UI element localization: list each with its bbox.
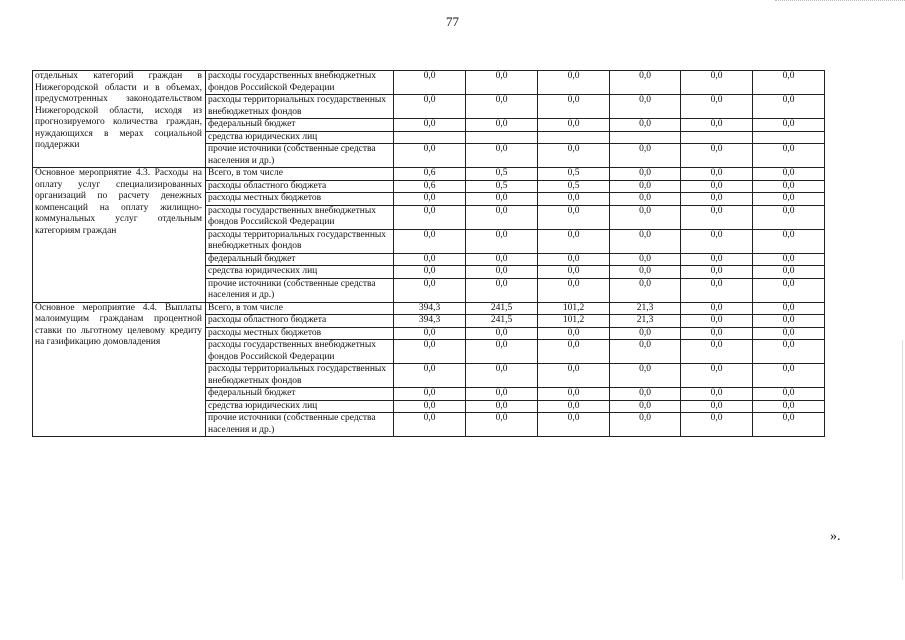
amount-cell: 0,0 [753,71,825,95]
amount-cell: 0,0 [538,193,610,206]
funding-source: Всего, в том числе [206,302,394,315]
amount-cell: 0,0 [466,95,538,119]
amount-cell: 0,0 [538,205,610,229]
amount-cell: 0,0 [466,388,538,401]
activity-description: Основное мероприятие 4.4. Выплаты малоимущим гражданам процентной ставки по льготному целевому кредиту на газификацию домовладения [33,302,206,437]
amount-cell: 0,0 [610,119,681,132]
amount-cell: 241,5 [466,302,538,315]
amount-cell: 0,0 [610,340,681,364]
amount-cell: 0,0 [753,180,825,193]
amount-cell: 0,0 [681,315,753,328]
amount-cell: 0,0 [394,327,466,340]
amount-cell: 0,0 [681,302,753,315]
amount-cell: 0,5 [466,168,538,181]
amount-cell: 0,0 [753,413,825,437]
amount-cell: 0,0 [538,278,610,302]
amount-cell: 0,0 [538,413,610,437]
amount-cell: 0,0 [753,278,825,302]
amount-cell: 0,0 [681,205,753,229]
amount-cell: 0,5 [538,180,610,193]
amount-cell: 0,0 [466,327,538,340]
amount-cell: 0,0 [394,229,466,253]
amount-cell: 0,0 [466,413,538,437]
amount-cell: 0,0 [466,364,538,388]
amount-cell: 0,0 [610,388,681,401]
amount-cell: 0,0 [681,266,753,279]
amount-cell: 0,0 [610,266,681,279]
amount-cell: 21,3 [610,302,681,315]
amount-cell: 0,0 [538,119,610,132]
amount-cell: 0,0 [394,278,466,302]
amount-cell: 0,0 [394,253,466,266]
amount-cell: 0,0 [753,253,825,266]
amount-cell: 0,0 [466,144,538,168]
amount-cell: 0,0 [753,266,825,279]
amount-cell: 0,0 [753,119,825,132]
amount-cell: 0,0 [681,413,753,437]
funding-source: средства юридических лиц [206,266,394,279]
amount-cell: 0,6 [394,168,466,181]
amount-cell: 0,0 [753,95,825,119]
funding-source: Всего, в том числе [206,168,394,181]
amount-cell: 0,0 [394,119,466,132]
amount-cell: 0,0 [753,205,825,229]
scan-edge-line [902,340,903,580]
amount-cell: 0,0 [753,327,825,340]
funding-source: расходы областного бюджета [206,315,394,328]
amount-cell [753,131,825,144]
amount-cell: 0,0 [394,340,466,364]
amount-cell: 0,0 [681,71,753,95]
amount-cell: 0,0 [538,388,610,401]
funding-source: расходы территориальных государственных внебюджетных фондов [206,364,394,388]
activity-description: Основное мероприятие 4.3. Расходы на оплату услуг специализированных организаций по расчету денежных компенсаций на оплату жилищно-коммунальных услуг отдельным категориям граждан [33,168,206,303]
page-number: 77 [446,14,459,29]
amount-cell: 0,0 [610,413,681,437]
amount-cell: 0,0 [466,71,538,95]
amount-cell: 101,2 [538,302,610,315]
amount-cell: 0,0 [681,388,753,401]
amount-cell: 0,0 [394,266,466,279]
amount-cell: 0,0 [394,388,466,401]
funding-source: прочие источники (собственные средства населения и др.) [206,413,394,437]
amount-cell: 0,0 [610,180,681,193]
amount-cell: 394,3 [394,302,466,315]
amount-cell: 241,5 [466,315,538,328]
amount-cell: 0,0 [610,193,681,206]
closing-quote-mark: ». [830,529,841,544]
amount-cell [681,131,753,144]
amount-cell: 0,0 [610,278,681,302]
amount-cell: 0,0 [610,253,681,266]
funding-source: средства юридических лиц [206,131,394,144]
table-row [33,71,825,95]
amount-cell: 0,0 [466,266,538,279]
amount-cell: 21,3 [610,315,681,328]
funding-source: расходы областного бюджета [206,180,394,193]
amount-cell: 0,0 [538,229,610,253]
amount-cell: 0,0 [538,71,610,95]
funding-source: прочие источники (собственные средства населения и др.) [206,144,394,168]
amount-cell: 0,0 [610,144,681,168]
funding-source: федеральный бюджет [206,253,394,266]
amount-cell: 0,0 [466,400,538,413]
amount-cell: 0,0 [610,71,681,95]
funding-source: расходы государственных внебюджетных фондов Российской Федерации [206,71,394,95]
amount-cell: 0,0 [753,302,825,315]
amount-cell: 0,0 [681,119,753,132]
amount-cell: 394,3 [394,315,466,328]
funding-source: расходы государственных внебюджетных фондов Российской Федерации [206,205,394,229]
amount-cell: 0,0 [466,205,538,229]
funding-source: расходы государственных внебюджетных фондов Российской Федерации [206,340,394,364]
funding-source: расходы местных бюджетов [206,193,394,206]
amount-cell: 0,0 [681,193,753,206]
amount-cell: 0,0 [681,340,753,364]
amount-cell: 0,0 [753,364,825,388]
amount-cell: 0,0 [681,229,753,253]
amount-cell: 0,0 [610,229,681,253]
amount-cell: 0,0 [610,95,681,119]
amount-cell: 101,2 [538,315,610,328]
amount-cell: 0,0 [538,340,610,364]
amount-cell: 0,0 [466,193,538,206]
amount-cell: 0,0 [753,315,825,328]
activity-description: отдельных категорий граждан в Нижегородской области и в объемах, предусмотренных законодательством Нижегородской области, исходя из прогнозируемого количества граждан, нуждающихся в мерах социальной поддержки [33,71,206,168]
amount-cell: 0,0 [610,205,681,229]
amount-cell: 0,0 [610,364,681,388]
amount-cell: 0,0 [538,253,610,266]
amount-cell: 0,0 [466,253,538,266]
amount-cell: 0,6 [394,180,466,193]
amount-cell: 0,0 [681,364,753,388]
amount-cell: 0,0 [753,400,825,413]
amount-cell: 0,0 [466,119,538,132]
amount-cell: 0,0 [394,71,466,95]
amount-cell: 0,0 [538,364,610,388]
amount-cell: 0,0 [610,168,681,181]
amount-cell: 0,5 [466,180,538,193]
amount-cell: 0,0 [466,278,538,302]
amount-cell [466,131,538,144]
amount-cell: 0,5 [538,168,610,181]
amount-cell: 0,0 [753,168,825,181]
amount-cell: 0,0 [538,327,610,340]
amount-cell: 0,0 [753,193,825,206]
amount-cell: 0,0 [466,340,538,364]
funding-source: расходы местных бюджетов [206,327,394,340]
table-row [33,168,825,181]
amount-cell: 0,0 [681,168,753,181]
amount-cell: 0,0 [538,266,610,279]
amount-cell: 0,0 [753,229,825,253]
budget-table [32,70,825,437]
amount-cell: 0,0 [394,95,466,119]
amount-cell: 0,0 [681,180,753,193]
amount-cell: 0,0 [394,364,466,388]
funding-source: федеральный бюджет [206,119,394,132]
amount-cell: 0,0 [466,229,538,253]
amount-cell: 0,0 [753,388,825,401]
amount-cell: 0,0 [394,400,466,413]
amount-cell: 0,0 [538,144,610,168]
amount-cell: 0,0 [753,144,825,168]
amount-cell: 0,0 [681,278,753,302]
budget-table-container [32,70,824,437]
amount-cell: 0,0 [394,193,466,206]
amount-cell: 0,0 [610,327,681,340]
funding-source: федеральный бюджет [206,388,394,401]
funding-source: расходы территориальных государственных внебюджетных фондов [206,229,394,253]
table-row [33,302,825,315]
amount-cell [394,131,466,144]
amount-cell: 0,0 [538,400,610,413]
funding-source: расходы территориальных государственных внебюджетных фондов [206,95,394,119]
amount-cell: 0,0 [538,95,610,119]
amount-cell: 0,0 [394,144,466,168]
amount-cell: 0,0 [681,95,753,119]
funding-source: прочие источники (собственные средства населения и др.) [206,278,394,302]
amount-cell: 0,0 [610,400,681,413]
amount-cell: 0,0 [681,327,753,340]
amount-cell [610,131,681,144]
amount-cell: 0,0 [753,340,825,364]
scan-edge-marks [775,0,905,3]
amount-cell: 0,0 [394,413,466,437]
amount-cell: 0,0 [394,205,466,229]
amount-cell: 0,0 [681,253,753,266]
funding-source: средства юридических лиц [206,400,394,413]
amount-cell: 0,0 [681,400,753,413]
amount-cell [538,131,610,144]
amount-cell: 0,0 [681,144,753,168]
budget-table-body [33,71,825,437]
